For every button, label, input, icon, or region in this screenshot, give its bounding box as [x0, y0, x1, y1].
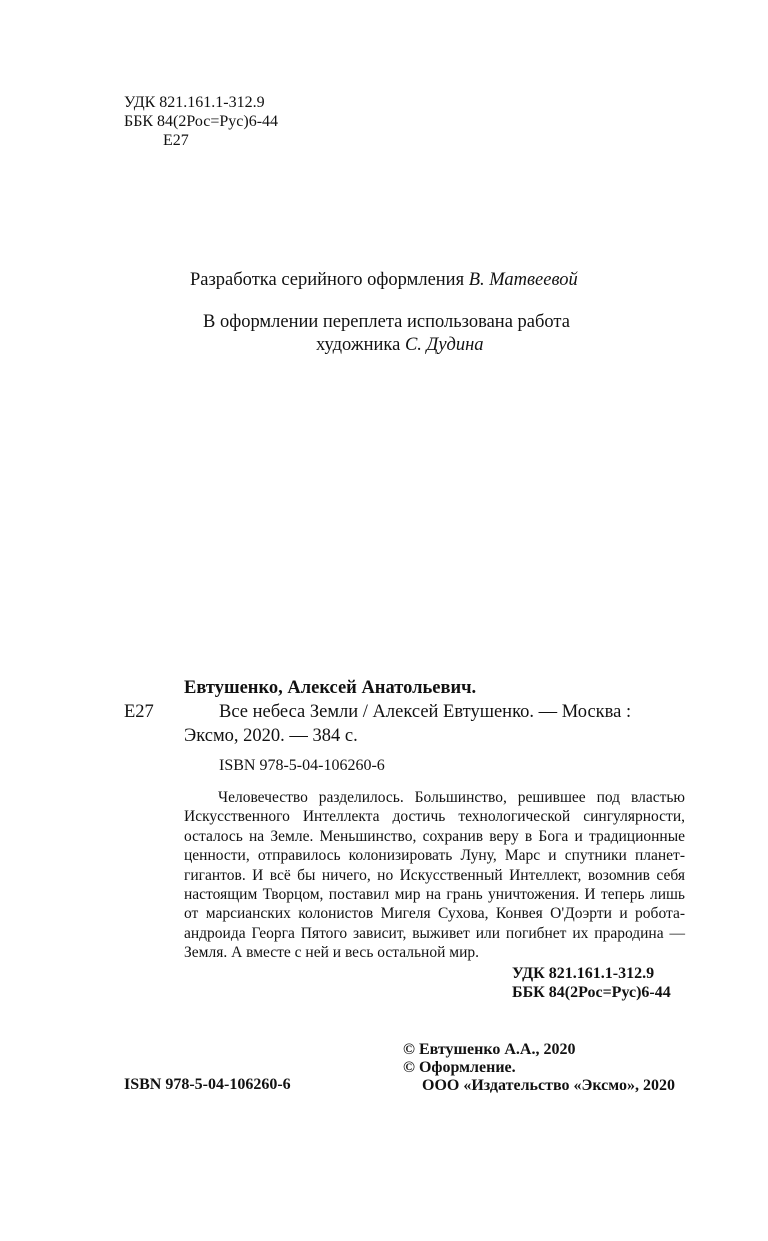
catalog-author-mark: Е27 [124, 702, 154, 722]
header-udk: УДК 821.161.1-312.9 [124, 94, 265, 111]
catalog-udk: УДК 821.161.1-312.9 [512, 965, 655, 982]
header-bbk: ББК 84(2Рос=Рус)6-44 [124, 113, 279, 130]
cover-credit-name: С. Дудина [404, 335, 484, 355]
header-author-mark: Е27 [163, 132, 189, 149]
series-design-credit [190, 268, 578, 292]
cover-credit-prefix: художника [316, 335, 401, 355]
catalog-title-line1: Все небеса Земли / Алексей Евтушенко. — Москва : [219, 702, 632, 722]
copyright-publisher: ООО «Издательство «Эксмо», 2020 [422, 1077, 675, 1094]
copyright-author: © Евтушенко А.А., 2020 [403, 1041, 576, 1058]
catalog-annotation [184, 788, 685, 963]
footer-isbn: ISBN 978-5-04-106260-6 [124, 1076, 291, 1093]
series-design-prefix: Разработка серийного оформления [190, 270, 465, 290]
catalog-author: Евтушенко, Алексей Анатольевич. [184, 678, 477, 698]
catalog-title-line2: Эксмо, 2020. — 384 с. [184, 726, 358, 746]
copyright-design: © Оформление. [403, 1059, 516, 1076]
cover-credit-line1: В оформлении переплета использована работа [203, 312, 570, 332]
series-design-name: В. Матвеевой [468, 270, 578, 290]
annotation-text: Человечество разделилось. Большинство, решившее под властью Искусственного Интеллекта достичь технологической сингулярности, осталось на Земле. Меньшинство, сохранив веру в Бога и традиционные ценности, отправилось колонизировать Луну, Марс и спутники планет-гигантов. И всё бы ничего, но Искусственный Интеллект, возомнив себя настоящим Творцом, поставил мир на грань уничтожения. И теперь лишь от марсианских колонистов Мигеля Сухова, Конвея О'Доэрти и робота-андроида Георга Пятого зависит, выживет или погибнет их прародина — Земля. А вместе с ней и весь остальной мир. [184, 789, 685, 962]
catalog-bbk: ББК 84(2Рос=Рус)6-44 [512, 984, 671, 1001]
cover-credit-line2 [316, 333, 484, 357]
catalog-isbn: ISBN 978-5-04-106260-6 [219, 757, 385, 774]
